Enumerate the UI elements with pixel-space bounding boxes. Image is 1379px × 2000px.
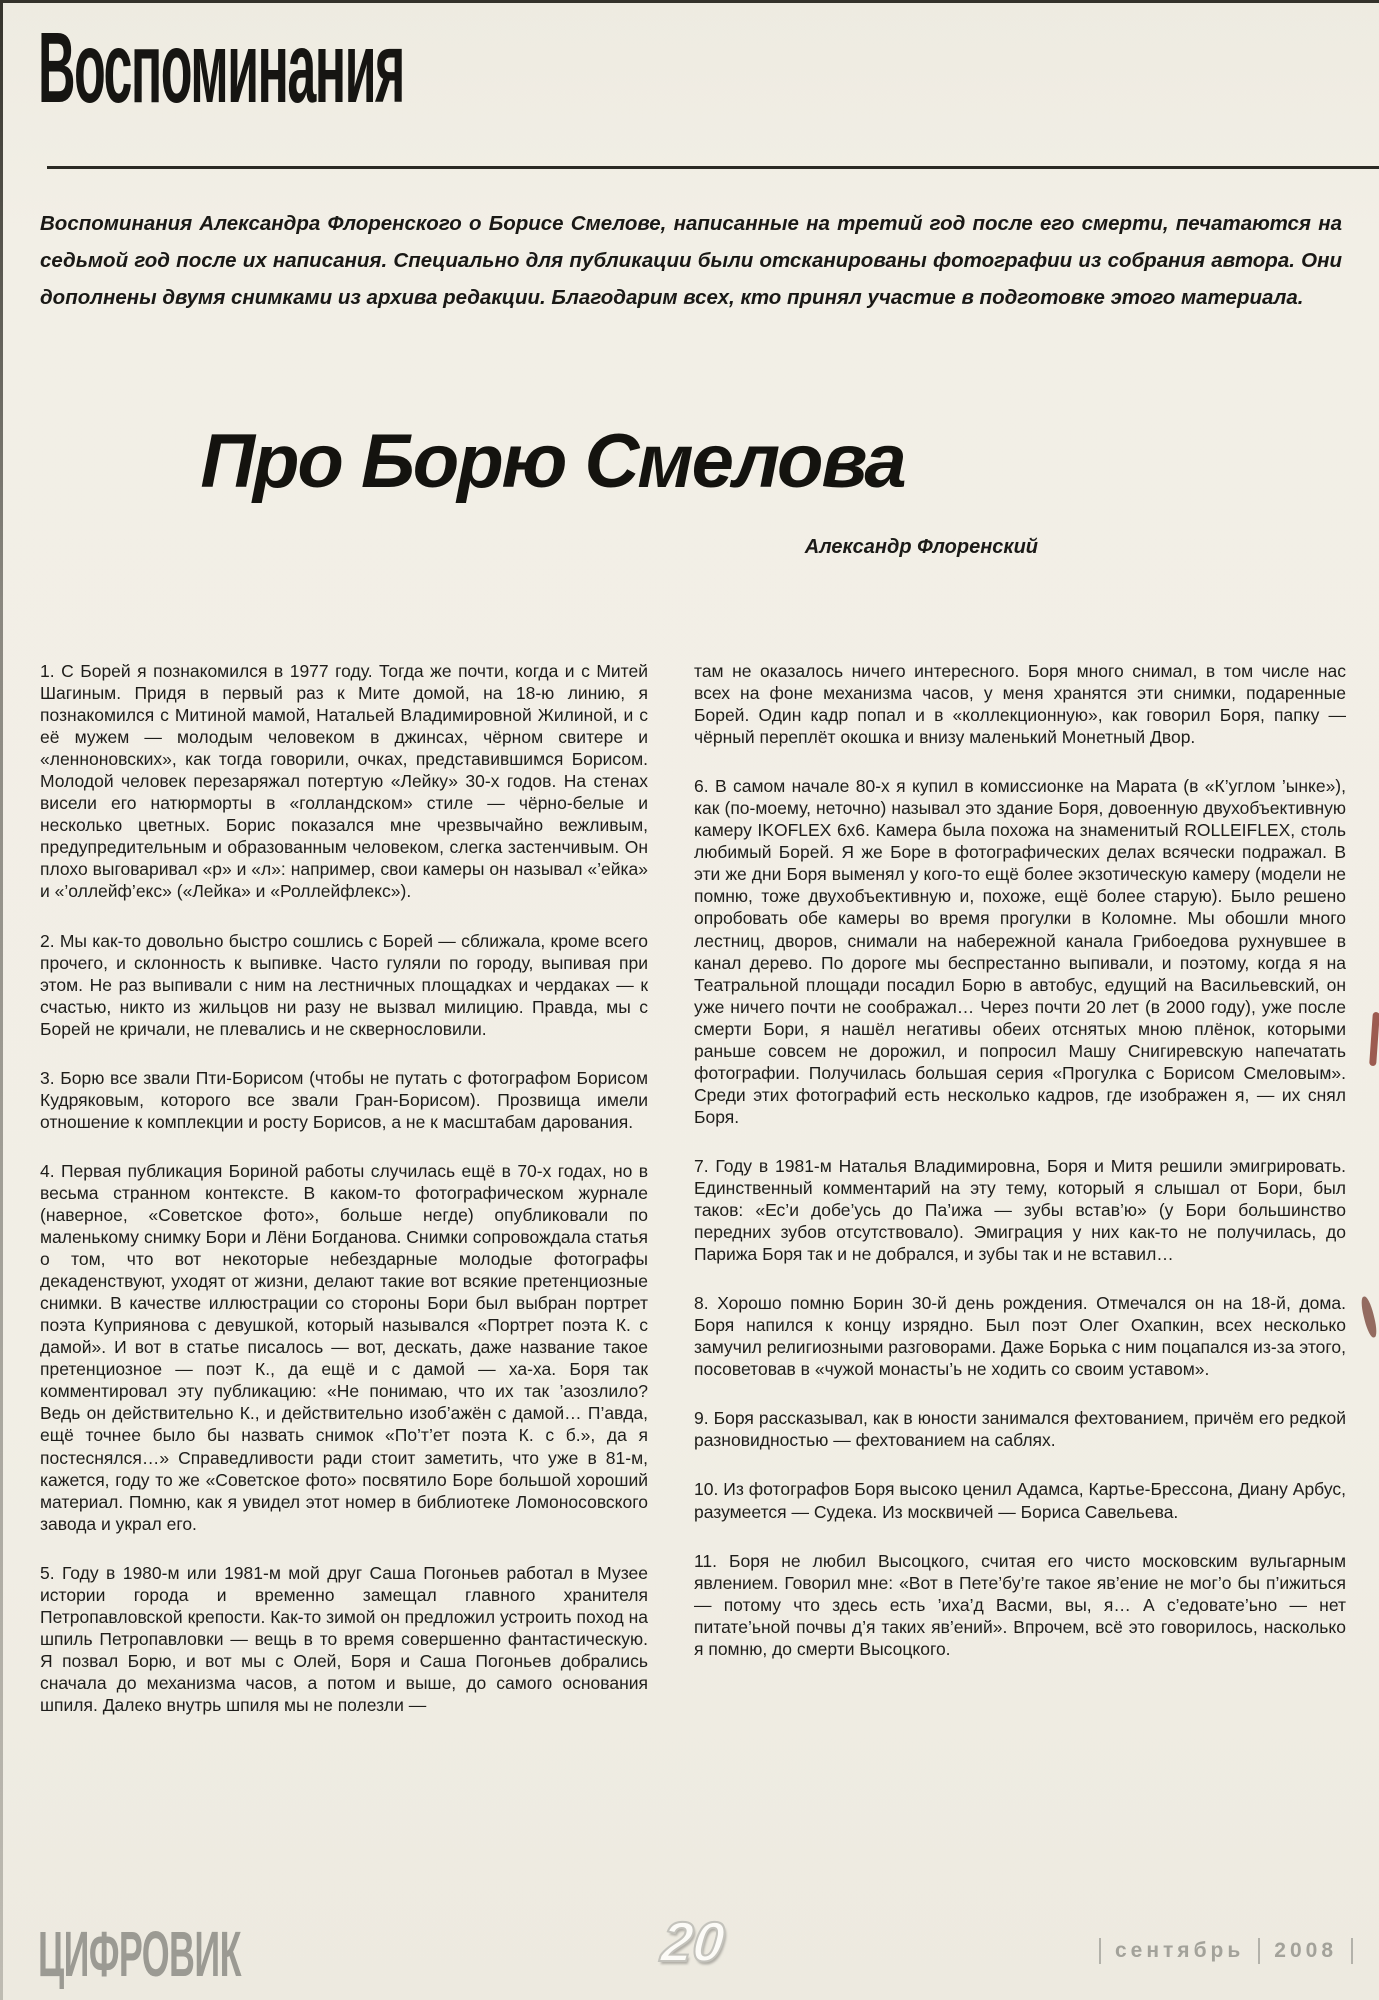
left-column	[40, 660, 648, 1716]
article-author: Александр Флоренский	[804, 536, 1038, 558]
body-columns	[40, 660, 1346, 1716]
body-paragraph-7: 7. Году в 1981-м Наталья Владимировна, Боря и Митя решили эмигрировать. Единственный комментарий на эту тему, который я слышал от Бори, был таков: «Ес’и добе’усь до Па’ижа — зубы встав’ю» (у Бори большинство передних зубов отсутствовало). Эмиграция у них как-то не получилась, до Парижа Боря так и не добрался, и зубы так и не вставил…	[694, 1155, 1346, 1265]
separator-bar	[1351, 1938, 1353, 1964]
body-paragraph-6: 6. В самом начале 80-х я купил в комиссионке на Марата (в «К’углом ’ынке»), как (по-моему, неточно) называл это здание Боря, довоенную двухобъективную камеру IKOFLEX 6х6. Камера была похожа на знаменитый ROLLEIFLEX, столь любимый Борей. Я же Боре в фотографических делах всячески подражал. В эти же дни Боря выменял у кого-то ещё более экзотическую камеру (модели не помню, тоже двухобъективную и, похоже, ещё более старую). Было решено опробовать обе камеры во время прогулки в Коломне. Мы обошли много лестниц, дворов, снимали на набережной канала Грибоедова рухнувшее в канал дерево. По дороге мы беспрестанно выпивали, и поэтому, когда я на Театральной площади посадил Борю в автобус, едущий на Васильевский, он уже ничего почти не соображал… Через почти 20 лет (в 2000 году), уже после смерти Бори, я нашёл негативы обеих отснятых мною плёнок, которыми раньше совсем не дорожил, и попросил Машу Снигиревскую напечатать фотографии. Получилась большая серия «Прогулка с Борисом Смеловым». Среди этих фотографий есть несколько кадров, где изображен я, — их снял Боря.	[694, 776, 1346, 1127]
scan-edge-left	[0, 0, 3, 2000]
issue-month: сентябрь	[1114, 1939, 1245, 1963]
lede-paragraph: Воспоминания Александра Флоренского о Борисе Смелове, написанные на третий год после его смерти, печатаются на седьмой год после их написания. Специально для публикации были отсканированы фотографии из собрания автора. Они дополнены двумя снимками из архива редакции. Благодарим всех, кто принял участие в подготовке этого материала.	[40, 212, 1342, 309]
body-paragraph-5-continued: там не оказалось ничего интересного. Боря много снимал, в том числе нас всех на фоне механизма часов, у меня хранятся эти снимки, подаренные Борей. Один кадр попал и в «коллекционную», как говорил Боря, папку — чёрный переплёт окошка и внизу маленький Монетный Двор.	[694, 661, 1346, 748]
issue-date	[1099, 1938, 1353, 1964]
red-edge-mark-lower	[1359, 1295, 1379, 1338]
issue-year: 2008	[1274, 1939, 1337, 1963]
footer-logo: ЦИФРОВИК	[38, 1918, 241, 1990]
body-paragraph-8: 8. Хорошо помню Борин 30-й день рождения. Отмечался он на 18-й, дома. Боря напился к концу изрядно. Был поэт Олег Охапкин, всех несколько замучил религиозными разговорами. Даже Борька с ним поцапался из-за этого, посоветовав в «чужой монасты’ь не ходить со своим уставом».	[694, 1293, 1346, 1380]
scan-edge-top	[0, 0, 1379, 3]
body-paragraph-10: 10. Из фотографов Боря высоко ценил Адамса, Картье-Брессона, Диану Арбус, разумеется — Судека. Из москвичей — Бориса Савельева.	[694, 1479, 1346, 1522]
masthead-rule	[47, 166, 1379, 169]
right-column	[694, 660, 1346, 1716]
body-paragraph-9: 9. Боря рассказывал, как в юности занимался фехтованием, причём его редкой разновидностью — фехтованием на саблях.	[694, 1408, 1346, 1451]
masthead-title: Воспоминания	[38, 12, 404, 124]
body-paragraph-3: 3. Борю все звали Пти-Борисом (чтобы не путать с фотографом Борисом Кудряковым, которого все звали Гран-Борисом). Прозвища имели отношение к комплекции и росту Борисов, а не к масштабам дарования.	[40, 1067, 648, 1132]
body-paragraph-11: 11. Боря не любил Высоцкого, считая его чисто московским вульгарным явлением. Говорил мне: «Вот в Пете’бу’ге такое яв’ение не мог’о бы п’ижиться — потому что здесь есть ’иха’д Васми, вы, я… А с’едовате’ьно — нет питате’ьной почвы д’я таких яв’ений». Впрочем, всё это говорилось, насколько я помню, до смерти Высоцкого.	[694, 1550, 1346, 1659]
body-paragraph-1: 1. С Борей я познакомился в 1977 году. Тогда же почти, когда и с Митей Шагиным. Придя в первый раз к Мите домой, на 18-ю линию, я познакомился с Митиной мамой, Натальей Владимировной Жилиной, и с её мужем — молодым человеком в джинсах, чёрном свитере и «ленноновских», как тогда говорили, очках, представившимся Борисом. Молодой человек перезаряжал потертую «Лейку» 30-х годов. На стенах висели его натюрморты в «голландском» стиле — чёрно-белые и несколько цветных. Борис показался мне чрезвычайно вежливым, предупредительным и образованным человеком, слегка застенчивым. Он плохо выговаривал «р» и «л»: например, свои камеры он называл «’ейка» и «’оллейф’екс» («Лейка» и «Роллейфлекс»).	[40, 661, 648, 902]
article-title: Про Борю Смелова	[200, 419, 905, 504]
body-paragraph-4: 4. Первая публикация Бориной работы случилась ещё в 70-х годах, но в весьма странном контексте. В каком-то фотографическом журнале (наверное, «Советское фото», больше негде) опубликовали по маленькому снимку Бори и Лёни Богданова. Снимки сопровождала статья о том, что вот некоторые небездарные молодые фотографы декаденствуют, уходят от жизни, делают такие вот всякие претенциозные снимки. В качестве иллюстрации со стороны Бори был выбран портрет поэта Куприянова с девушкой, который назывался «Портрет поэта К. с дамой». И вот в статье писалось — вот, дескать, даже название такое претенциозное — поэт К., да ещё и с дамой — ха-ха. Боря так комментировал эту публикацию: «Не понимаю, что их так ’азозлило? Ведь он действительно К., и действительно изоб’ажён с дамой… П’авда, ещё точнее было бы назвать снимок «По’т’ет поэта К. с б.», да я постеснялся…» Справедливости ради стоит заметить, что уже в 81-м, кажется, году то же «Советское фото» посвятило Боре большой хороший материал. Помню, как я увидел этот номер в библиотеке Ломоносовского завода и украл его.	[40, 1160, 648, 1534]
body-paragraph-2: 2. Мы как-то довольно быстро сошлись с Борей — сближала, кроме всего прочего, и склонность к выпивке. Часто гуляли по городу, выпивая при этом. Не раз выпивали с ним на лестничных площадках и чердаках — к счастью, никто из жильцов ни разу не вызвал милицию. Правда, мы с Борей не кричали, не плевались и не сквернословили.	[40, 930, 648, 1039]
body-paragraph-5: 5. Году в 1980-м или 1981-м мой друг Саша Погоньев работал в Музее истории города и временно замещал главного хранителя Петропавловской крепости. Как-то зимой он предложил устроить поход на шпиль Петропавловки — вещь в то время совершенно фантастическую. Я позвал Борю, и вот мы с Олей, Боря и Саша Погоньев добрались сначала до механизма часов, а потом и выше, до самого основания шпиля. Далеко внутрь шпиля мы не полезли —	[40, 1562, 648, 1715]
page-number: 20	[658, 1910, 728, 1973]
red-edge-mark-upper	[1369, 1012, 1379, 1066]
